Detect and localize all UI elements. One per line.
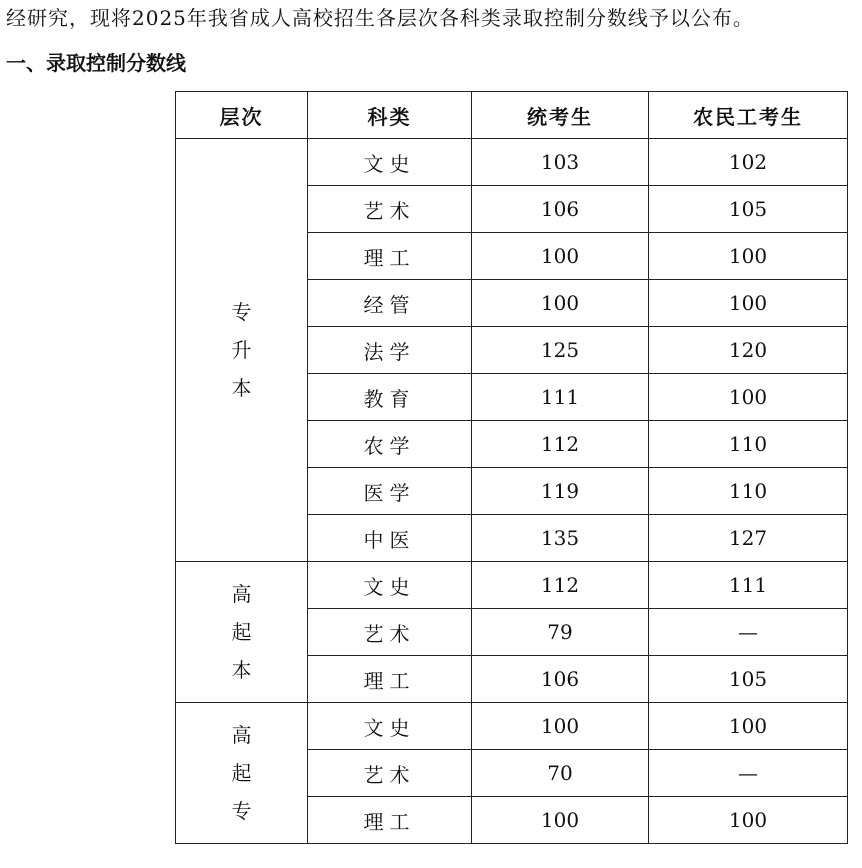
header-general-score: 统考生 bbox=[472, 92, 649, 139]
table-row bbox=[176, 562, 848, 609]
general-score-cell: 106 bbox=[472, 186, 649, 233]
level-cell bbox=[176, 562, 308, 703]
migrant-score-cell: 100 bbox=[649, 280, 848, 327]
header-migrant-score: 农民工考生 bbox=[649, 92, 848, 139]
migrant-score-cell: 100 bbox=[649, 703, 848, 750]
subject-cell: 文史 bbox=[308, 703, 472, 750]
migrant-score-cell: 102 bbox=[649, 139, 848, 186]
subject-cell: 中医 bbox=[308, 515, 472, 562]
subject-cell: 农学 bbox=[308, 421, 472, 468]
header-level: 层次 bbox=[176, 92, 308, 139]
migrant-score-cell: 105 bbox=[649, 186, 848, 233]
general-score-cell: 106 bbox=[472, 656, 649, 703]
subject-cell: 理工 bbox=[308, 797, 472, 844]
migrant-score-cell: 111 bbox=[649, 562, 848, 609]
level-cell bbox=[176, 139, 308, 562]
subject-cell: 艺术 bbox=[308, 609, 472, 656]
subject-cell: 文史 bbox=[308, 139, 472, 186]
migrant-score-cell: 127 bbox=[649, 515, 848, 562]
subject-cell: 医学 bbox=[308, 468, 472, 515]
subject-cell: 理工 bbox=[308, 656, 472, 703]
general-score-cell: 103 bbox=[472, 139, 649, 186]
general-score-cell: 112 bbox=[472, 421, 649, 468]
level-label: 高起本 bbox=[231, 582, 252, 682]
intro-paragraph: 经研究，现将2025年我省成人高校招生各层次各科类录取控制分数线予以公布。 bbox=[6, 6, 754, 30]
migrant-score-cell: — bbox=[649, 609, 848, 656]
migrant-score-cell: 110 bbox=[649, 468, 848, 515]
general-score-cell: 79 bbox=[472, 609, 649, 656]
migrant-score-cell: — bbox=[649, 750, 848, 797]
general-score-cell: 100 bbox=[472, 233, 649, 280]
general-score-cell: 112 bbox=[472, 562, 649, 609]
subject-cell: 经管 bbox=[308, 280, 472, 327]
general-score-cell: 125 bbox=[472, 327, 649, 374]
table-row bbox=[176, 139, 848, 186]
score-table bbox=[175, 91, 848, 844]
level-label: 高起专 bbox=[231, 723, 252, 823]
subject-cell: 理工 bbox=[308, 233, 472, 280]
general-score-cell: 119 bbox=[472, 468, 649, 515]
migrant-score-cell: 105 bbox=[649, 656, 848, 703]
general-score-cell: 135 bbox=[472, 515, 649, 562]
general-score-cell: 100 bbox=[472, 797, 649, 844]
level-cell bbox=[176, 703, 308, 844]
subject-cell: 艺术 bbox=[308, 750, 472, 797]
general-score-cell: 70 bbox=[472, 750, 649, 797]
level-label: 专升本 bbox=[231, 300, 252, 400]
subject-cell: 教育 bbox=[308, 374, 472, 421]
migrant-score-cell: 100 bbox=[649, 233, 848, 280]
table-header-row bbox=[176, 92, 848, 139]
subject-cell: 法学 bbox=[308, 327, 472, 374]
subject-cell: 文史 bbox=[308, 562, 472, 609]
migrant-score-cell: 100 bbox=[649, 797, 848, 844]
general-score-cell: 100 bbox=[472, 280, 649, 327]
subject-cell: 艺术 bbox=[308, 186, 472, 233]
general-score-cell: 111 bbox=[472, 374, 649, 421]
migrant-score-cell: 100 bbox=[649, 374, 848, 421]
table-row bbox=[176, 703, 848, 750]
section-heading: 一、录取控制分数线 bbox=[6, 51, 186, 75]
general-score-cell: 100 bbox=[472, 703, 649, 750]
header-subject: 科类 bbox=[308, 92, 472, 139]
migrant-score-cell: 110 bbox=[649, 421, 848, 468]
migrant-score-cell: 120 bbox=[649, 327, 848, 374]
